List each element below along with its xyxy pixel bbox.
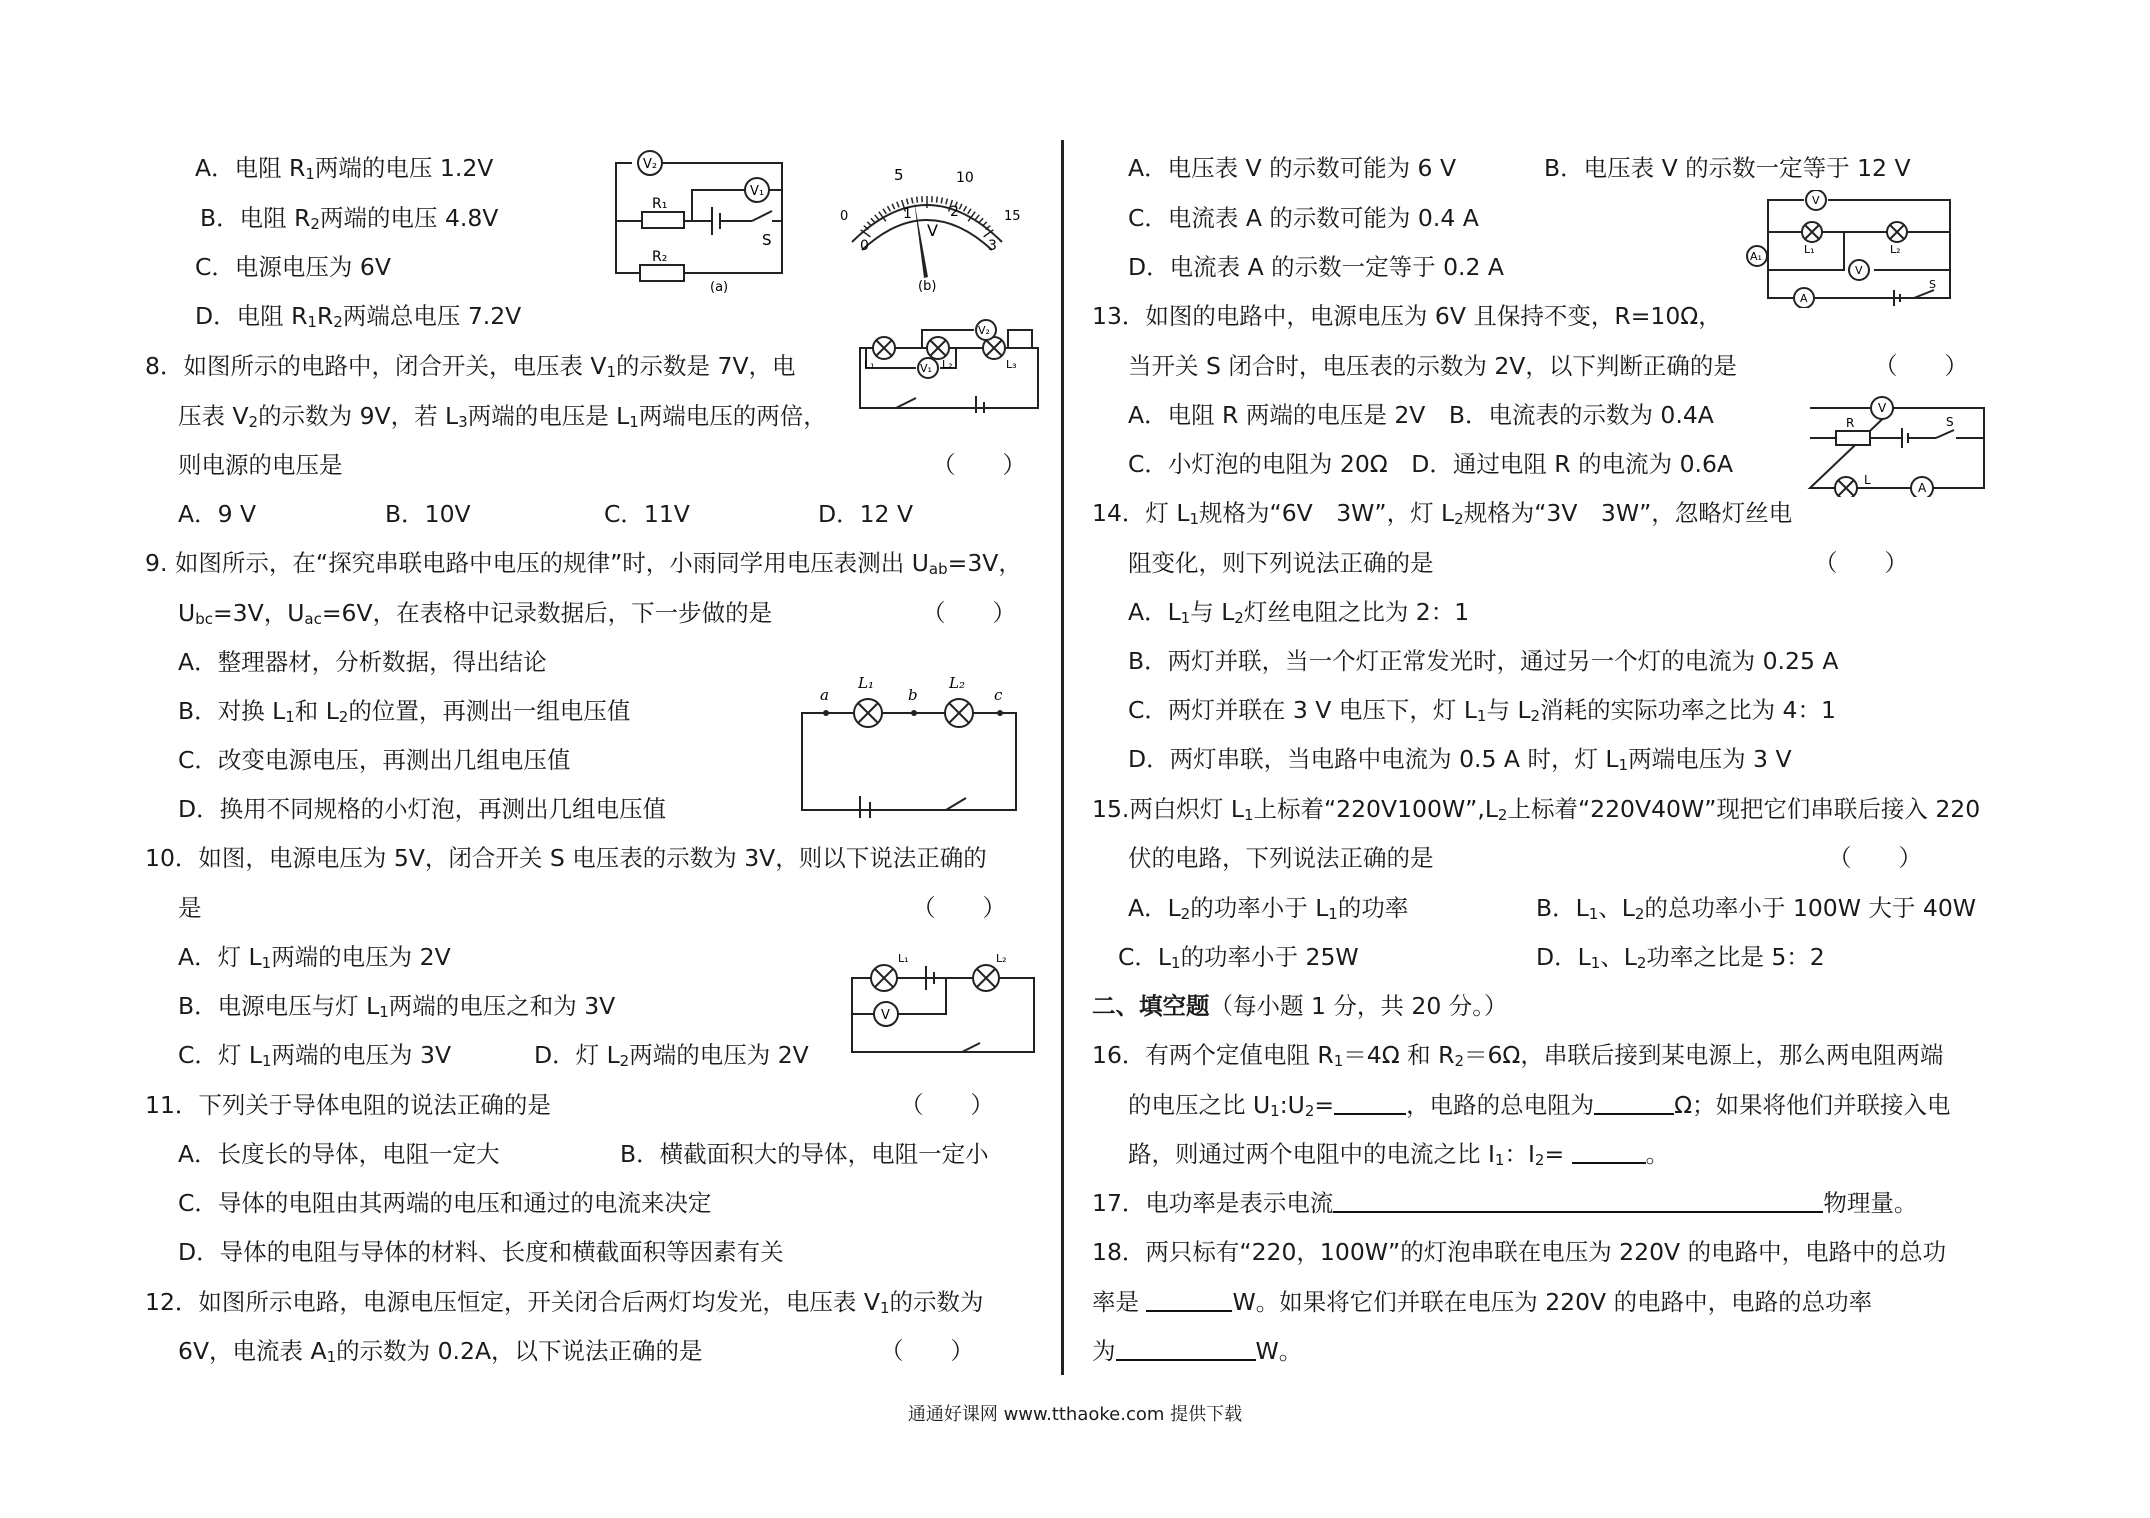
q13-a-label: A bbox=[1918, 481, 1927, 495]
dial-tick-10: 10 bbox=[956, 170, 974, 186]
left-column bbox=[0, 0, 1060, 1518]
q12-s-label: S bbox=[1929, 278, 1936, 291]
dial-tick-mark bbox=[941, 197, 942, 203]
q8-option-c: C．11V bbox=[604, 500, 690, 528]
q12-l1-label: L₁ bbox=[1804, 243, 1815, 256]
q16-blank-resistance[interactable] bbox=[1594, 1091, 1674, 1115]
q18-line1: 18．两只标有“220，100W”的灯泡串联在电压为 220V 的电路中，电路中的总功 bbox=[1092, 1238, 1947, 1266]
q14-option-d: D．两灯串联，当电路中电流为 0.5 A 时，灯 $L_1$两端电压为 3 V bbox=[1128, 745, 1792, 774]
dial-tick-mark bbox=[871, 218, 875, 222]
q12-option-d: D．电流表 A 的示数一定等于 0.2 A bbox=[1128, 253, 1504, 281]
q9-line1: 9. 如图所示，在“探究串联电路中电压的规律”时，小雨同学用电压表测出 $U_{ab}=3V$， bbox=[145, 549, 1022, 578]
q9-point-b: b bbox=[908, 686, 918, 704]
q12-answer-paren[interactable]: （ ） bbox=[880, 1337, 974, 1365]
q12-line2: 6V，电流表 $A_1$的示数为 0.2A，以下说法正确的是 bbox=[178, 1337, 703, 1366]
q13-figure bbox=[1806, 392, 1991, 497]
q14-option-c: C．两灯并联在 3 V 电压下，灯 $L_1$与 $L_2$消耗的实际功率之比为 4：1 bbox=[1128, 696, 1836, 725]
dial-unit: V bbox=[927, 221, 938, 240]
dial-tick-0-outer: 0 bbox=[840, 209, 849, 224]
q10-figure bbox=[846, 948, 1041, 1058]
dial-inner-1: 1 bbox=[903, 206, 912, 222]
q13-s-label: S bbox=[1946, 415, 1954, 429]
page-footer: 通通好课网 www.tthaoke.com 提供下载 bbox=[907, 1404, 1243, 1425]
q15-option-d: D．$L_1$、$L_2$功率之比是 5：2 bbox=[1536, 943, 1825, 972]
q15-option-b: B．$L_1$、$L_2$的总功率小于 100W 大于 40W bbox=[1536, 894, 1977, 923]
dial-tick-15: 15 bbox=[1004, 209, 1021, 224]
q8-line3: 则电源的电压是 bbox=[178, 451, 343, 479]
q9-point-c: c bbox=[994, 686, 1003, 704]
q12-a1-label: A₁ bbox=[1750, 250, 1762, 263]
q10-option-d: D．灯 $L_2$两端的电压为 2V bbox=[534, 1041, 809, 1070]
q7-option-c: C．电源电压为 6V bbox=[195, 253, 391, 281]
dial-tick-mark bbox=[937, 197, 938, 203]
q10-l2-label: L₂ bbox=[996, 952, 1007, 965]
dial-tick-mark bbox=[892, 204, 895, 209]
q8-l3-label: L₃ bbox=[1006, 358, 1017, 371]
q9-answer-paren[interactable]: （ ） bbox=[922, 599, 1016, 627]
q13-v-label: V bbox=[1878, 401, 1887, 415]
q11-option-d: D．导体的电阻与导体的材料、长度和横截面积等因素有关 bbox=[178, 1238, 784, 1266]
q10-option-c: C．灯 $L_1$两端的电压为 3V bbox=[178, 1041, 452, 1070]
q12-v-label: V bbox=[1812, 194, 1820, 207]
q11-line1: 11．下列关于导体电阻的说法正确的是 bbox=[145, 1091, 551, 1119]
q7a-r1-label: R₁ bbox=[652, 196, 668, 212]
q8-l2-label: L₂ bbox=[942, 358, 953, 371]
q11-option-a: A．长度长的导体，电阻一定大 bbox=[178, 1140, 500, 1168]
q13-options-cd: C．小灯泡的电阻为 20Ω D．通过电阻 R 的电流为 0.6A bbox=[1128, 450, 1734, 478]
q7a-v1-label: V₁ bbox=[749, 184, 765, 199]
q18-blank-series-power[interactable] bbox=[1146, 1288, 1232, 1312]
q8-line1: 8．如图所示的电路中，闭合开关，电压表 $V_1$的示数是 7V，电 bbox=[145, 352, 796, 381]
q9-option-d: D．换用不同规格的小灯泡，再测出几组电压值 bbox=[178, 795, 667, 823]
section-2-heading: 二、填空题（每小题 1 分，共 20 分。） bbox=[1092, 992, 1508, 1020]
q13-r-label: R bbox=[1846, 416, 1855, 430]
dial-tick-mark bbox=[907, 199, 908, 205]
q7a-s-label: S bbox=[762, 231, 772, 249]
q9-figure bbox=[796, 668, 1026, 818]
dial-tick-mark bbox=[887, 206, 890, 211]
q7a-r2-label: R₂ bbox=[652, 249, 668, 265]
q16-line2: 的电压之比 $U_1:U_2=$ ，电路的总电阻为 Ω；如果将他们并联接入电 bbox=[1128, 1091, 1951, 1120]
q9-option-b: B．对换 $L_1$和 $L_2$的位置，再测出一组电压值 bbox=[178, 697, 631, 726]
dial-tick-mark bbox=[982, 222, 986, 226]
q8-l1-label: L₁ bbox=[864, 358, 875, 371]
q14-line1: 14．灯 $L_1$规格为“6V 3W”，灯 $L_2$规格为“3V 3W”，忽略灯丝电 bbox=[1092, 499, 1793, 528]
q11-option-c: C．导体的电阻由其两端的电压和通过的电流来决定 bbox=[178, 1189, 712, 1217]
q10-option-b: B．电源电压与灯 $L_1$两端的电压之和为 3V bbox=[178, 992, 616, 1021]
q9-line2: $U_{bc}=3V$，$U_{ac}=6V$，在表格中记录数据后，下一步做的是 bbox=[178, 599, 773, 628]
dial-tick-mark bbox=[968, 209, 971, 214]
q8-v2-label: V₂ bbox=[978, 324, 990, 337]
q12-figure bbox=[1744, 190, 1959, 308]
q7-option-a: A．电阻 $R_1$两端的电压 1.2V bbox=[195, 154, 494, 183]
q7b-caption: (b) bbox=[918, 279, 937, 294]
dial-tick-mark bbox=[946, 199, 947, 205]
q12-option-a: A．电压表 V 的示数可能为 6 V bbox=[1128, 154, 1457, 182]
q10-v-label: V bbox=[881, 1008, 890, 1023]
dial-tick-mark bbox=[867, 222, 871, 226]
q9-l1-label: L₁ bbox=[858, 674, 874, 692]
q8-option-d: D．12 V bbox=[818, 500, 914, 528]
q15-option-a: A．$L_2$的功率小于 $L_1$的功率 bbox=[1128, 894, 1409, 923]
q9-option-c: C．改变电源电压，再测出几组电压值 bbox=[178, 746, 571, 774]
q8-option-a: A．9 V bbox=[178, 500, 257, 528]
q7a-v2-label: V₂ bbox=[642, 157, 658, 172]
q18-line2: 率是 W。如果将它们并联在电压为 220V 的电路中，电路的总功率 bbox=[1092, 1288, 1873, 1316]
q17-line1: 17．电功率是表示电流 物理量。 bbox=[1092, 1189, 1918, 1217]
q16-line1: 16．有两个定值电阻 $R_1=4\Omega$ 和 $R_2=6\Omega$，串联后接到某电源上，那么两电阻两端 bbox=[1092, 1041, 1944, 1070]
q8-line2: 压表 $V_2$的示数为 9V，若 $L_3$两端的电压是 $L_1$两端电压的两倍， bbox=[178, 402, 827, 431]
q13-answer-paren[interactable]: （ ） bbox=[1874, 352, 1968, 380]
q16-blank-ratio[interactable] bbox=[1334, 1091, 1406, 1115]
q8-v1-label: V₁ bbox=[920, 362, 932, 375]
q14-option-b: B．两灯并联，当一个灯正常发光时，通过另一个灯的电流为 0.25 A bbox=[1128, 647, 1839, 675]
dial-inner-0: 0 bbox=[860, 238, 869, 254]
q10-line2: 是 bbox=[178, 894, 202, 922]
q12-a-label: A bbox=[1800, 292, 1808, 305]
q9-point-a: a bbox=[820, 686, 829, 704]
q8-figure bbox=[856, 318, 1046, 413]
q16-blank-current-ratio[interactable] bbox=[1572, 1140, 1646, 1164]
q14-answer-paren[interactable]: （ ） bbox=[1814, 549, 1908, 577]
dial-tick-mark bbox=[975, 215, 979, 220]
q13-line2: 当开关 S 闭合时，电压表的示数为 2V，以下判断正确的是 bbox=[1128, 352, 1737, 380]
dial-tick-5: 5 bbox=[894, 166, 904, 184]
q12-option-c: C．电流表 A 的示数可能为 0.4 A bbox=[1128, 204, 1479, 232]
q17-blank[interactable] bbox=[1333, 1189, 1823, 1213]
q12-l2-label: L₂ bbox=[1890, 243, 1901, 256]
q10-line1: 10．如图，电源电压为 5V，闭合开关 S 电压表的示数为 3V，则以下说法正确的 bbox=[145, 844, 987, 872]
q13-l-label: L bbox=[1864, 473, 1871, 487]
q18-line3: 为 W。 bbox=[1092, 1337, 1303, 1365]
q7-figure-a bbox=[612, 145, 817, 295]
q14-line2: 阻变化，则下列说法正确的是 bbox=[1128, 549, 1434, 577]
q16-line3: 路，则通过两个电阻中的电流之比 $I_1$：$I_2=$ 。 bbox=[1128, 1140, 1670, 1169]
dial-tick-mark bbox=[979, 218, 983, 222]
q7-option-d: D．电阻 $R_1R_2$两端总电压 7.2V bbox=[195, 302, 522, 331]
q18-blank-parallel-power[interactable] bbox=[1116, 1337, 1256, 1361]
q10-l1-label: L₁ bbox=[898, 952, 909, 965]
q9-option-a: A．整理器材，分析数据，得出结论 bbox=[178, 648, 547, 676]
q13-line1: 13．如图的电路中，电源电压为 6V 且保持不变，R=10Ω， bbox=[1092, 302, 1722, 330]
dial-tick-mark bbox=[883, 209, 886, 214]
q7-figure-b bbox=[832, 160, 1027, 295]
dial-tick-mark bbox=[964, 206, 967, 211]
q10-option-a: A．灯 $L_1$两端的电压为 2V bbox=[178, 943, 451, 972]
dial-tick-mark bbox=[875, 215, 879, 220]
q7-option-b: B．电阻 $R_2$两端的电压 4.8V bbox=[200, 204, 499, 233]
dial-tick-mark bbox=[959, 204, 962, 209]
dial-inner-3: 3 bbox=[988, 238, 997, 254]
q11-answer-paren[interactable]: （ ） bbox=[900, 1091, 994, 1119]
q15-line1: 15.两白炽灯 $L_1$上标着“$220V100W”,L_2$上标着“220V40W”现把它们串联后接入 220 bbox=[1092, 795, 1981, 824]
q12-v1-label: V bbox=[1855, 264, 1863, 277]
q10-answer-paren[interactable]: （ ） bbox=[912, 894, 1006, 922]
q8-option-b: B．10V bbox=[385, 500, 471, 528]
q13-options-ab: A．电阻 R 两端的电压是 2V B．电流表的示数为 0.4A bbox=[1128, 401, 1714, 429]
q12-option-b: B．电压表 V 的示数一定等于 12 V bbox=[1544, 154, 1911, 182]
dial-inner-2: 2 bbox=[950, 204, 959, 220]
q14-option-a: A．$L_1$与 $L_2$灯丝电阻之比为 2：1 bbox=[1128, 598, 1470, 627]
dial-tick-mark bbox=[912, 197, 913, 203]
q12-line1: 12．如图所示电路，电源电压恒定，开关闭合后两灯均发光，电压表 $V_1$的示数为 bbox=[145, 1288, 984, 1317]
right-column bbox=[1062, 0, 2150, 1518]
q11-option-b: B．横截面积大的导体，电阻一定小 bbox=[620, 1140, 989, 1168]
dial-tick-mark bbox=[917, 197, 918, 203]
q7a-caption: (a) bbox=[710, 280, 729, 295]
q15-line2: 伏的电路，下列说法正确的是 bbox=[1128, 844, 1434, 872]
q8-answer-paren[interactable]: （ ） bbox=[932, 451, 1026, 479]
q15-answer-paren[interactable]: （ ） bbox=[1828, 844, 1922, 872]
q15-option-c: C．$L_1$的功率小于 25W bbox=[1118, 943, 1359, 972]
dial-tick-mark bbox=[897, 202, 899, 208]
q9-l2-label: L₂ bbox=[949, 674, 965, 692]
